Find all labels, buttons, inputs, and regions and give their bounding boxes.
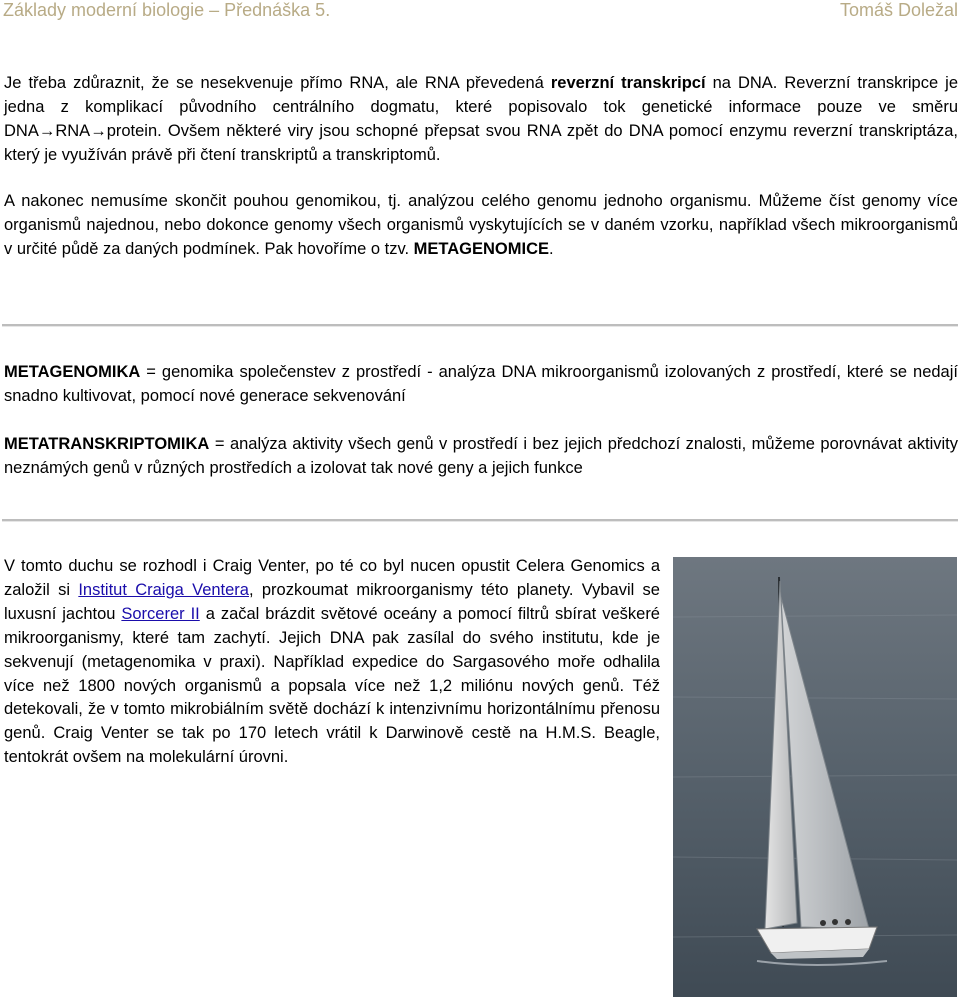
paragraph-craig-venter [4, 555, 660, 770]
yacht-illustration [673, 557, 957, 997]
bold-term: METAGENOMICE [413, 240, 550, 258]
paragraph-reverse-transcription [4, 71, 958, 167]
text-span: V tomto duchu se rozhodl i Craig Venter, po té co byl nucen opustit Celera Genomics a založil si [4, 557, 660, 599]
definition-text: = genomika společenstev z prostředí - analýza DNA mikroorganismů izolovaných z prostředí, které se nedají snadno kultivovat, pomocí nové generace sekvenování [4, 363, 958, 405]
horizontal-divider [2, 324, 958, 327]
definition-metatranskriptomika [4, 432, 958, 480]
bold-term: reverzní transkripcí [550, 74, 706, 92]
paragraph-metagenomics-intro [4, 189, 958, 261]
author-name: Tomáš Doležal [839, 0, 958, 20]
definition-term: METAGENOMIKA [4, 363, 141, 381]
link-sorcerer-ii[interactable]: Sorcerer II [121, 604, 200, 623]
arrow-right-icon: → [38, 122, 56, 140]
definition-term: METATRANSKRIPTOMIKA [4, 435, 210, 453]
arrow-right-icon: → [90, 122, 107, 140]
text-span: a začal brázdit světové oceány a pomocí filtrů sbírat veškeré mikroorganismy, které tam zachytí. Jejich DNA pak zasílal do svého institutu, kde je sekvenují (metagenomika v praxi). Například expedice do Sargasového moře odhalila více než 1800 nových organismů a popsala více než 1,2 miliónu nových genů. Též detekovali, že v tomto mikrobiálním světě dochází k intenzivnímu horizontálnímu přenosu genů. Craig Venter se tak po 170 letech vrátil k Darwinově cestě na H.M.S. Beagle, tentokrát ovšem na molekulární úrovni. [4, 604, 660, 767]
text-span: A nakonec nemusíme skončit pouhou genomikou, tj. analýzou celého genomu jednoho organismu. Můžeme číst genomy více organismů najednou, nebo dokonce genomy všech organismů vyskytujících se v daném vzorku, například všech mikroorganismů v určité půdě za daných podmínek. Pak hovoříme o tzv. [4, 192, 958, 258]
text-span: na DNA. Reverzní transkripce je jedna z komplikací původního centrálního dogmatu, které popisovalo tok genetické informace pouze ve směru DNA [4, 74, 958, 140]
text-span: , prozkoumat mikroorganismy této planety. Vybavil se luxusní jachtou [4, 580, 660, 623]
definition-text: = analýza aktivity všech genů v prostředí i bez jejich předchozí znalosti, můžeme porovnávat aktivity neznámých genů v různých prostředích a izolovat tak nové geny a jejich funkce [4, 435, 958, 477]
definition-metagenomika [4, 360, 958, 408]
text-span: protein. Ovšem některé viry jsou schopné přepsat svou RNA zpět do DNA pomocí enzymu reverzní transkriptáza, který je využíván právě při čtení transkriptů a transkriptomů. [4, 122, 958, 164]
text-span: . [549, 240, 554, 258]
lecture-title: Základy moderní biologie – Přednáška 5. [3, 0, 331, 20]
page-header [0, 0, 960, 24]
sailing-yacht-photo [673, 557, 957, 997]
link-institut-craiga-ventera[interactable]: Institut Craiga Ventera [78, 580, 249, 599]
text-span: Je třeba zdůraznit, že se nesekvenuje přímo RNA, ale RNA převedená [4, 74, 551, 92]
horizontal-divider [2, 519, 958, 522]
text-span: RNA [55, 122, 91, 140]
